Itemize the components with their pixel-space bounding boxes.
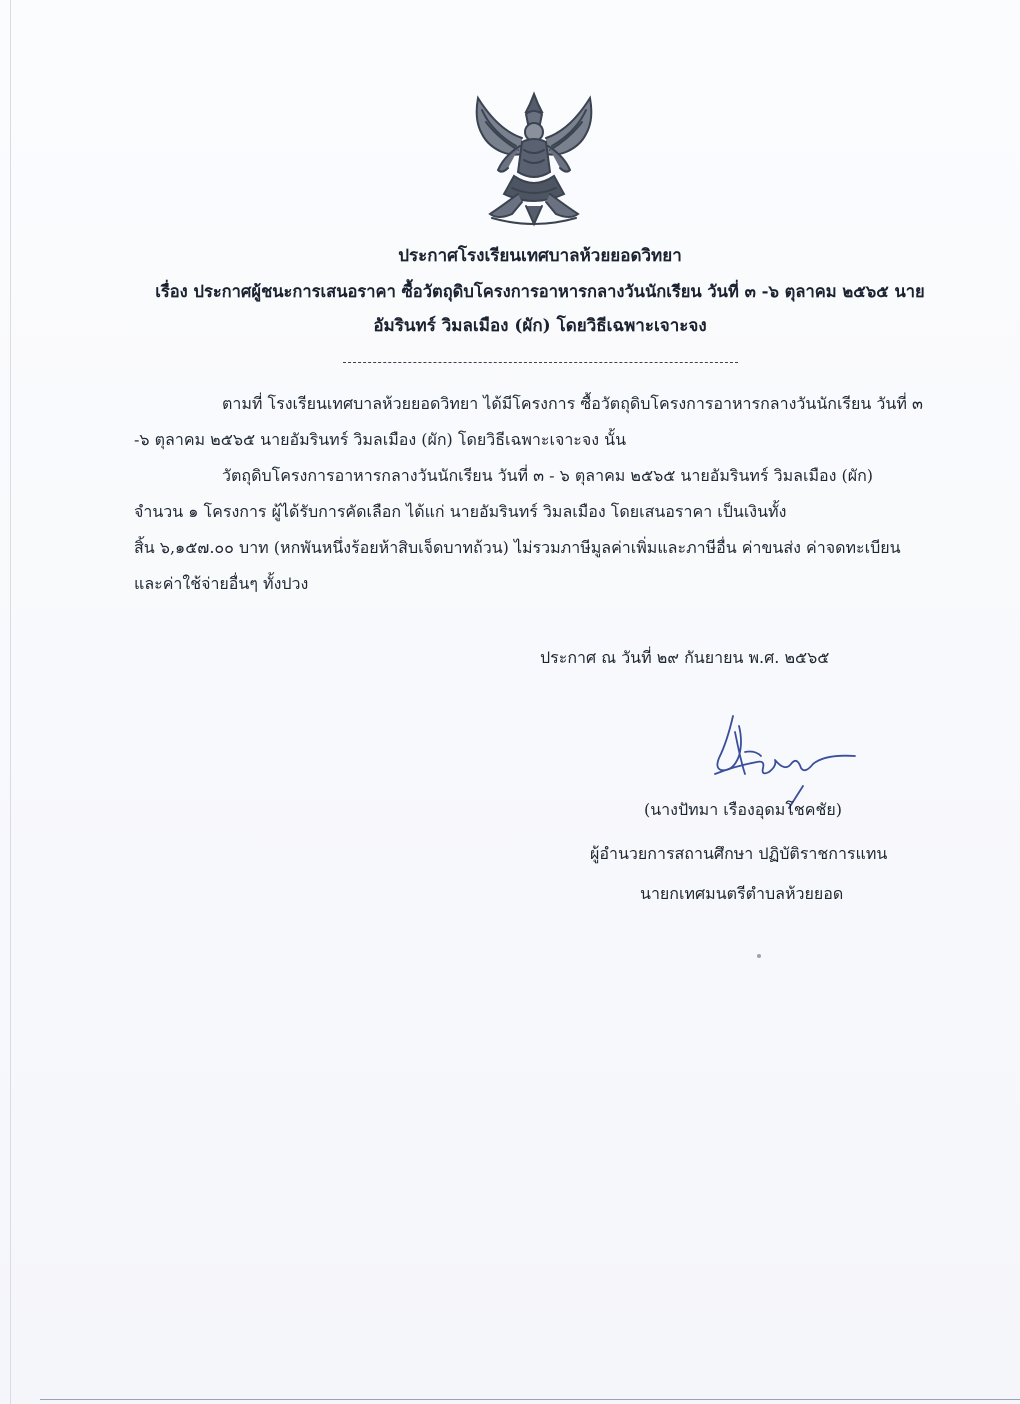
signer-name: (นางปัทมา เรืองอุดมโชคชัย): [644, 800, 842, 819]
body-paragraph1-line2: -๖ ตุลาคม ๒๕๖๕ นายอัมรินทร์ วิมลเมือง (ผัก) โดยวิธีเฉพาะเจาะจง นั้น: [134, 430, 627, 449]
announcement-subject-line1: เรื่อง ประกาศผู้ชนะการเสนอราคา ซื้อวัตถุดิบโครงการอาหารกลางวันนักเรียน วันที่ ๓ -๖ ตุลาคม ๒๕๖๕ นาย: [155, 282, 925, 301]
body-paragraph2-line2: จำนวน ๑ โครงการ ผู้ได้รับการคัดเลือก ได้แก่ นายอัมรินทร์ วิมลเมือง โดยเสนอราคา เป็นเงินทั้ง: [134, 502, 787, 521]
signer-position: ผู้อำนวยการสถานศึกษา ปฏิบัติราชการแทน: [590, 844, 888, 863]
signer-on-behalf: นายกเทศมนตรีตำบลห้วยยอด: [640, 884, 844, 903]
body-paragraph1-line1: ตามที่ โรงเรียนเทศบาลห้วยยอดวิทยา ได้มีโครงการ ซื้อวัตถุดิบโครงการอาหารกลางวันนักเรียน วันที่ ๓: [222, 394, 923, 413]
scan-speck: [757, 954, 761, 958]
body-paragraph2-line3: สิ้น ๖,๑๕๗.๐๐ บาท (หกพันหนึ่งร้อยห้าสิบเจ็ดบาทถ้วน) ไม่รวมภาษีมูลค่าเพิ่มและภาษีอื่น ค่าขนส่ง ค่าจดทะเบียน: [134, 538, 901, 557]
scan-bottom-edge: [40, 1399, 1020, 1400]
scan-left-edge: [10, 0, 11, 1404]
announcement-title: ประกาศโรงเรียนเทศบาลห้วยยอดวิทยา: [398, 246, 682, 266]
garuda-emblem-icon: [468, 90, 600, 230]
announcement-subject-line2: อัมรินทร์ วิมลเมือง (ผัก) โดยวิธีเฉพาะเจาะจง: [373, 316, 707, 336]
divider-line: [343, 362, 738, 363]
handwritten-signature: [705, 712, 865, 812]
body-paragraph2-line4: และค่าใช้จ่ายอื่นๆ ทั้งปวง: [134, 574, 309, 593]
announcement-date: ประกาศ ณ วันที่ ๒๙ กันยายน พ.ศ. ๒๕๖๕: [540, 648, 830, 667]
body-paragraph2-line1: วัตถุดิบโครงการอาหารกลางวันนักเรียน วันที่ ๓ - ๖ ตุลาคม ๒๕๖๕ นายอัมรินทร์ วิมลเมือง (ผัก): [222, 466, 874, 485]
